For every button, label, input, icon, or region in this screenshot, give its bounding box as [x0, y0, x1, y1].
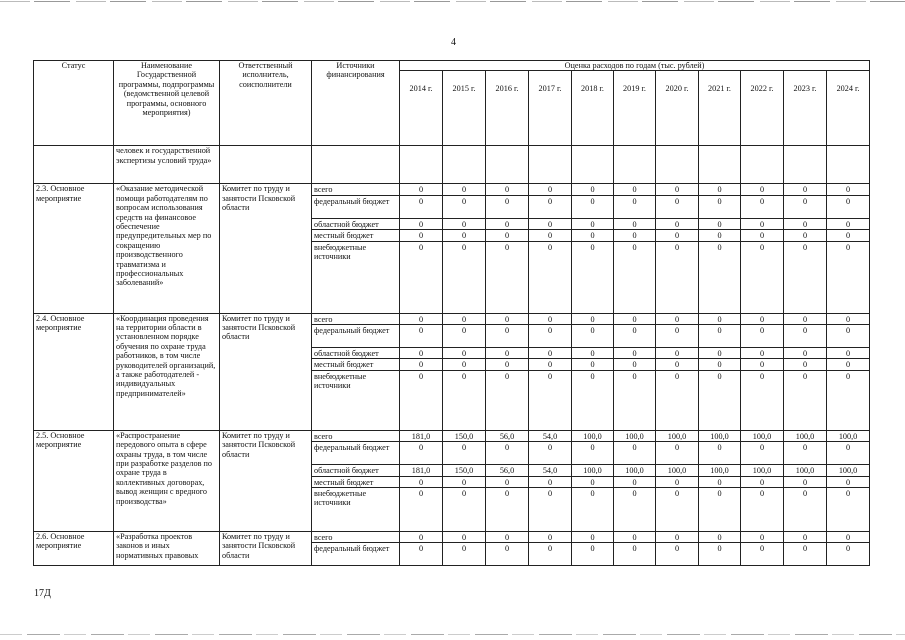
- value-cell: 54,0: [529, 430, 572, 441]
- value-cell: 0: [572, 241, 614, 313]
- value-cell: 0: [614, 218, 656, 229]
- value-cell: 0: [699, 370, 741, 430]
- value-cell: 0: [699, 241, 741, 313]
- value-cell: 0: [572, 476, 614, 487]
- table-row: [34, 430, 870, 441]
- value-cell: 0: [486, 230, 529, 241]
- value-cell: 0: [741, 241, 784, 313]
- value-cell: 0: [443, 488, 486, 532]
- value-cell: 0: [827, 184, 870, 195]
- value-cell: 0: [486, 313, 529, 324]
- value-cell: 0: [656, 543, 699, 566]
- source-label: федеральный бюджет: [312, 195, 400, 218]
- value-cell: 0: [400, 195, 443, 218]
- value-cell: 0: [656, 195, 699, 218]
- header-year: 2018 г.: [572, 71, 614, 146]
- value-cell: 0: [656, 313, 699, 324]
- value-cell: 0: [443, 195, 486, 218]
- value-cell: 0: [656, 370, 699, 430]
- value-cell: 0: [741, 313, 784, 324]
- value-cell: 0: [486, 241, 529, 313]
- value-cell: 0: [529, 488, 572, 532]
- value-cell: 0: [486, 543, 529, 566]
- header-year: 2019 г.: [614, 71, 656, 146]
- value-cell: 150,0: [443, 430, 486, 441]
- value-cell: 0: [443, 543, 486, 566]
- header-year: 2022 г.: [741, 71, 784, 146]
- value-cell: 0: [784, 488, 827, 532]
- value-cell: 0: [486, 325, 529, 348]
- header-year: 2021 г.: [699, 71, 741, 146]
- value-cell: 0: [572, 348, 614, 359]
- value-cell: 0: [572, 532, 614, 543]
- value-cell: 0: [784, 348, 827, 359]
- source-label: областной бюджет: [312, 218, 400, 229]
- header-year: 2016 г.: [486, 71, 529, 146]
- value-cell: 0: [784, 195, 827, 218]
- value-cell: 0: [614, 359, 656, 370]
- value-cell: 0: [443, 241, 486, 313]
- value-cell: 0: [572, 442, 614, 465]
- value-cell: 100,0: [614, 430, 656, 441]
- section-executor: Комитет по труду и занятости Псковской области: [220, 184, 312, 313]
- value-cell: 100,0: [784, 465, 827, 476]
- value-cell: 0: [827, 325, 870, 348]
- value-cell: 0: [572, 488, 614, 532]
- value-cell: 100,0: [572, 430, 614, 441]
- value-cell: 0: [699, 543, 741, 566]
- value-cell: 0: [529, 348, 572, 359]
- value-cell: 0: [656, 241, 699, 313]
- scan-edge-bottom: [0, 634, 905, 635]
- value-cell: 0: [827, 241, 870, 313]
- value-cell: 0: [529, 230, 572, 241]
- source-label: внебюджетные источники: [312, 488, 400, 532]
- section-name: «Разработка проектов законов и иных нормативных правовых: [114, 532, 220, 566]
- source-label: федеральный бюджет: [312, 325, 400, 348]
- source-label: местный бюджет: [312, 230, 400, 241]
- value-cell: 0: [400, 241, 443, 313]
- value-cell: 0: [656, 230, 699, 241]
- value-cell: 0: [529, 184, 572, 195]
- value-cell: 0: [572, 313, 614, 324]
- source-label: внебюджетные источники: [312, 370, 400, 430]
- value-cell: 0: [699, 184, 741, 195]
- value-cell: 100,0: [827, 430, 870, 441]
- value-cell: 0: [656, 325, 699, 348]
- value-cell: 0: [529, 442, 572, 465]
- value-cell: 100,0: [572, 465, 614, 476]
- value-cell: 0: [741, 488, 784, 532]
- value-cell: 0: [741, 370, 784, 430]
- continuation-row: [34, 146, 870, 184]
- value-cell: 0: [572, 195, 614, 218]
- value-cell: 0: [614, 476, 656, 487]
- value-cell: 0: [614, 325, 656, 348]
- header-year: 2024 г.: [827, 71, 870, 146]
- value-cell: 100,0: [656, 465, 699, 476]
- source-label: областной бюджет: [312, 348, 400, 359]
- section-status: 2.4. Основное мероприятие: [34, 313, 114, 430]
- value-cell: 0: [784, 532, 827, 543]
- value-cell: 0: [699, 476, 741, 487]
- value-cell: 0: [400, 325, 443, 348]
- value-cell: 0: [741, 195, 784, 218]
- value-cell: 0: [486, 532, 529, 543]
- source-label: федеральный бюджет: [312, 442, 400, 465]
- value-cell: 0: [784, 359, 827, 370]
- value-cell: 0: [443, 442, 486, 465]
- value-cell: 0: [827, 488, 870, 532]
- value-cell: 150,0: [443, 465, 486, 476]
- value-cell: 0: [699, 195, 741, 218]
- value-cell: 0: [486, 195, 529, 218]
- value-cell: 0: [741, 230, 784, 241]
- source-label: местный бюджет: [312, 359, 400, 370]
- table-row: [34, 313, 870, 324]
- header-executor: Ответственный исполнитель, соисполнители: [220, 61, 312, 146]
- value-cell: 100,0: [741, 465, 784, 476]
- value-cell: 181,0: [400, 465, 443, 476]
- value-cell: 181,0: [400, 430, 443, 441]
- section-status: 2.6. Основное мероприятие: [34, 532, 114, 566]
- value-cell: 0: [741, 184, 784, 195]
- continuation-text: человек и государственной экспертизы условий труда»: [114, 146, 220, 184]
- source-label: местный бюджет: [312, 476, 400, 487]
- value-cell: 0: [572, 543, 614, 566]
- value-cell: 0: [529, 370, 572, 430]
- source-label: областной бюджет: [312, 465, 400, 476]
- section-status: 2.5. Основное мероприятие: [34, 430, 114, 531]
- value-cell: 0: [529, 195, 572, 218]
- table-row: [34, 184, 870, 195]
- value-cell: 56,0: [486, 430, 529, 441]
- value-cell: 0: [699, 442, 741, 465]
- value-cell: 0: [741, 532, 784, 543]
- value-cell: 0: [656, 184, 699, 195]
- value-cell: 0: [827, 370, 870, 430]
- section-status: 2.3. Основное мероприятие: [34, 184, 114, 313]
- value-cell: 0: [699, 230, 741, 241]
- header-status: Статус: [34, 61, 114, 146]
- value-cell: 0: [656, 359, 699, 370]
- value-cell: 0: [400, 218, 443, 229]
- value-cell: 0: [656, 476, 699, 487]
- value-cell: 100,0: [656, 430, 699, 441]
- value-cell: 0: [784, 241, 827, 313]
- value-cell: 0: [400, 230, 443, 241]
- value-cell: 0: [529, 313, 572, 324]
- section-executor: Комитет по труду и занятости Псковской области: [220, 430, 312, 531]
- value-cell: 0: [614, 532, 656, 543]
- value-cell: 0: [443, 532, 486, 543]
- value-cell: 0: [529, 543, 572, 566]
- value-cell: 0: [614, 230, 656, 241]
- value-cell: 0: [827, 195, 870, 218]
- value-cell: 0: [529, 476, 572, 487]
- section-name: «Распространение передового опыта в сфере охраны труда, в том числе при разработке разделов по охране труда в коллективных договорах, вывод женщин с вредного производства»: [114, 430, 220, 531]
- source-label: всего: [312, 184, 400, 195]
- header-estimate: Оценка расходов по годам (тыс. рублей): [400, 61, 870, 71]
- value-cell: 0: [656, 348, 699, 359]
- value-cell: 0: [827, 476, 870, 487]
- section-executor: Комитет по труду и занятости Псковской области: [220, 532, 312, 566]
- value-cell: 0: [486, 488, 529, 532]
- value-cell: 0: [529, 325, 572, 348]
- value-cell: 0: [699, 348, 741, 359]
- value-cell: 0: [486, 218, 529, 229]
- value-cell: 0: [614, 184, 656, 195]
- value-cell: 0: [656, 532, 699, 543]
- value-cell: 0: [572, 370, 614, 430]
- value-cell: 0: [443, 218, 486, 229]
- source-label: всего: [312, 313, 400, 324]
- budget-table: [33, 60, 870, 566]
- value-cell: 0: [699, 325, 741, 348]
- value-cell: 0: [784, 370, 827, 430]
- value-cell: 0: [827, 532, 870, 543]
- header-name: Наименование Государственной программы, подпрограммы (ведомственной целевой программы, основного мероприятия): [114, 61, 220, 146]
- value-cell: 0: [827, 359, 870, 370]
- value-cell: 0: [827, 348, 870, 359]
- value-cell: 0: [827, 442, 870, 465]
- value-cell: 0: [443, 230, 486, 241]
- value-cell: 0: [784, 543, 827, 566]
- value-cell: 0: [486, 359, 529, 370]
- value-cell: 0: [827, 230, 870, 241]
- value-cell: 0: [699, 313, 741, 324]
- value-cell: 0: [614, 370, 656, 430]
- value-cell: 0: [699, 218, 741, 229]
- value-cell: 0: [400, 359, 443, 370]
- value-cell: 0: [529, 532, 572, 543]
- table-row: [34, 532, 870, 543]
- value-cell: 0: [400, 488, 443, 532]
- value-cell: 0: [572, 184, 614, 195]
- header-year: 2017 г.: [529, 71, 572, 146]
- section-name: «Оказание методической помощи работодателям по вопросам использования средств на финансовое обеспечение предупредительных мер по сокращению производственного травматизма и профессиональных заболеваний»: [114, 184, 220, 313]
- value-cell: 100,0: [784, 430, 827, 441]
- value-cell: 0: [400, 543, 443, 566]
- value-cell: 0: [741, 218, 784, 229]
- value-cell: 100,0: [699, 430, 741, 441]
- value-cell: 0: [741, 325, 784, 348]
- value-cell: 0: [827, 218, 870, 229]
- value-cell: 0: [614, 241, 656, 313]
- value-cell: 0: [400, 532, 443, 543]
- value-cell: 0: [529, 359, 572, 370]
- value-cell: 0: [486, 442, 529, 465]
- value-cell: 0: [443, 348, 486, 359]
- value-cell: 0: [741, 348, 784, 359]
- value-cell: 0: [529, 218, 572, 229]
- value-cell: 54,0: [529, 465, 572, 476]
- value-cell: 0: [486, 476, 529, 487]
- section-executor: Комитет по труду и занятости Псковской области: [220, 313, 312, 430]
- value-cell: 0: [784, 218, 827, 229]
- value-cell: 0: [784, 442, 827, 465]
- value-cell: 100,0: [699, 465, 741, 476]
- value-cell: 0: [486, 370, 529, 430]
- value-cell: 0: [784, 325, 827, 348]
- value-cell: 0: [486, 348, 529, 359]
- header-sources: Источники финансирования: [312, 61, 400, 146]
- value-cell: 0: [741, 359, 784, 370]
- value-cell: 0: [656, 442, 699, 465]
- source-label: всего: [312, 430, 400, 441]
- value-cell: 100,0: [741, 430, 784, 441]
- value-cell: 0: [443, 370, 486, 430]
- header-year: 2014 г.: [400, 71, 443, 146]
- value-cell: 0: [572, 359, 614, 370]
- footer-code: 17Д: [34, 588, 51, 599]
- header-year: 2020 г.: [656, 71, 699, 146]
- value-cell: 0: [400, 184, 443, 195]
- value-cell: 0: [699, 532, 741, 543]
- header-year: 2023 г.: [784, 71, 827, 146]
- value-cell: 0: [699, 359, 741, 370]
- value-cell: 0: [614, 195, 656, 218]
- value-cell: 0: [614, 348, 656, 359]
- value-cell: 0: [741, 442, 784, 465]
- value-cell: 0: [486, 184, 529, 195]
- value-cell: 0: [400, 313, 443, 324]
- scan-edge-top: [0, 1, 905, 2]
- value-cell: 0: [741, 543, 784, 566]
- value-cell: 0: [400, 370, 443, 430]
- section-name: «Координация проведения на территории области в установленном порядке обучения по охране труда работников, в том числе руководителей организаций, а также работодателей - индивидуальных предпринимателей»: [114, 313, 220, 430]
- value-cell: 0: [784, 313, 827, 324]
- value-cell: 0: [400, 348, 443, 359]
- value-cell: 0: [827, 313, 870, 324]
- value-cell: 0: [699, 488, 741, 532]
- value-cell: 0: [784, 230, 827, 241]
- value-cell: 56,0: [486, 465, 529, 476]
- value-cell: 0: [400, 476, 443, 487]
- value-cell: 0: [443, 313, 486, 324]
- value-cell: 0: [572, 230, 614, 241]
- value-cell: 0: [443, 325, 486, 348]
- source-label: внебюджетные источники: [312, 241, 400, 313]
- value-cell: 100,0: [614, 465, 656, 476]
- value-cell: 0: [443, 476, 486, 487]
- value-cell: 0: [614, 313, 656, 324]
- value-cell: 0: [784, 476, 827, 487]
- page-number: 4: [451, 37, 456, 48]
- value-cell: 0: [572, 325, 614, 348]
- value-cell: 100,0: [827, 465, 870, 476]
- value-cell: 0: [529, 241, 572, 313]
- value-cell: 0: [443, 359, 486, 370]
- value-cell: 0: [614, 488, 656, 532]
- value-cell: 0: [827, 543, 870, 566]
- value-cell: 0: [656, 218, 699, 229]
- source-label: всего: [312, 532, 400, 543]
- header-year: 2015 г.: [443, 71, 486, 146]
- value-cell: 0: [443, 184, 486, 195]
- value-cell: 0: [614, 543, 656, 566]
- value-cell: 0: [784, 184, 827, 195]
- value-cell: 0: [656, 488, 699, 532]
- value-cell: 0: [572, 218, 614, 229]
- value-cell: 0: [400, 442, 443, 465]
- source-label: федеральный бюджет: [312, 543, 400, 566]
- value-cell: 0: [741, 476, 784, 487]
- value-cell: 0: [614, 442, 656, 465]
